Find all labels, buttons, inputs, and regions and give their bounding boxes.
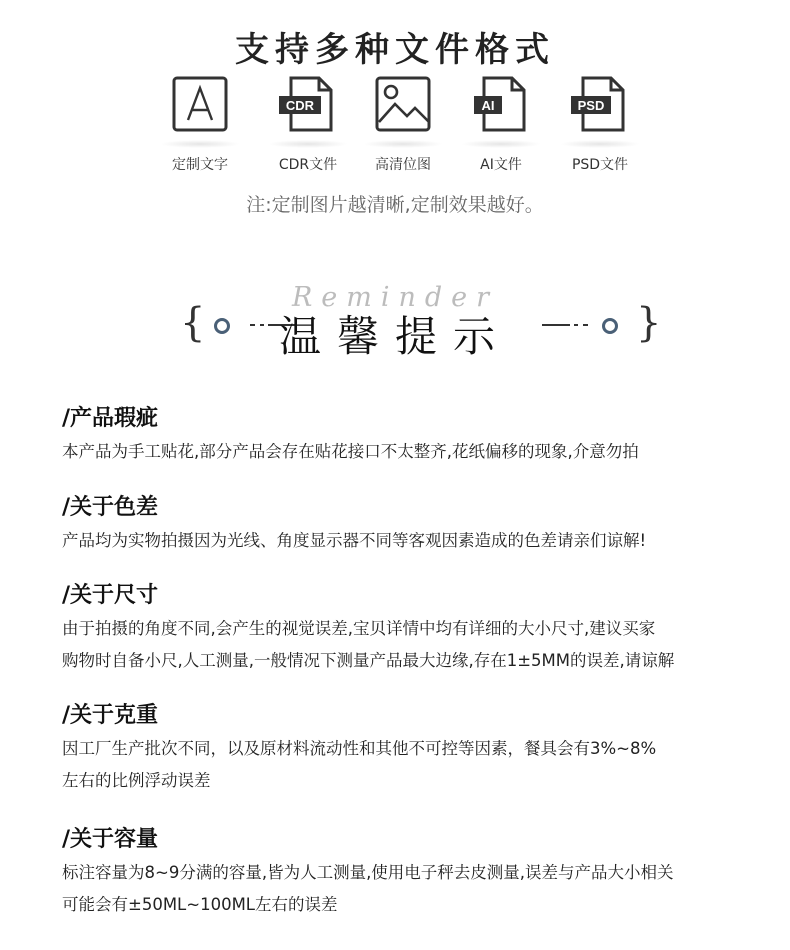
reminder-header xyxy=(0,280,790,360)
format-label: PSD文件 xyxy=(571,157,629,173)
format-item-ai xyxy=(451,76,551,174)
file-formats-row xyxy=(150,76,640,176)
font-a-icon xyxy=(172,76,228,132)
section-title: /关于色差 xyxy=(62,495,159,520)
section-body xyxy=(62,525,752,557)
section-capacity xyxy=(62,825,752,921)
reminder-title: 温馨提示 xyxy=(278,312,511,361)
format-label: 定制文字 xyxy=(172,157,228,173)
section-product-flaws xyxy=(62,404,752,468)
section-line: 产品均为实物拍摄因为光线、角度显示器不同等客观因素造成的色差请亲们谅解! xyxy=(62,531,647,550)
section-line: 标注容量为8~9分满的容量,皆为人工测量,使用电子秤去皮测量,误差与产品大小相关 xyxy=(62,863,674,882)
cdr-badge: CDR xyxy=(285,98,315,113)
ai-file-icon xyxy=(468,76,534,132)
right-ring-ornament xyxy=(602,318,618,334)
reminder-english-watermark: Reminder xyxy=(291,282,499,313)
psd-file-icon xyxy=(567,76,633,132)
customization-note: 注:定制图片越清晰,定制效果越好。 xyxy=(246,194,544,216)
section-line: 因工厂生产批次不同，以及原材料流动性和其他不可控等因素，餐具会有3%~8% xyxy=(62,739,657,758)
section-title: /产品瑕疵 xyxy=(62,406,159,431)
section-weight xyxy=(62,701,752,797)
format-item-cdr xyxy=(258,76,358,174)
format-label: CDR文件 xyxy=(278,157,338,173)
section-title: /关于克重 xyxy=(62,703,159,728)
psd-badge: PSD xyxy=(577,98,605,113)
section-size xyxy=(62,581,752,677)
cdr-file-icon xyxy=(275,76,341,132)
page-title: 支持多种文件格式 xyxy=(235,30,555,70)
section-line: 购物时自备小尺,人工测量,一般情况下测量产品最大边缘,存在1±5MM的误差,请谅解 xyxy=(62,651,675,670)
right-brace: } xyxy=(636,300,662,346)
section-line: 左右的比例浮动误差 xyxy=(62,771,211,790)
section-line: 本产品为手工贴花,部分产品会存在贴花接口不太整齐,花纸偏移的现象,介意勿拍 xyxy=(62,442,639,461)
ai-badge: AI xyxy=(481,98,495,113)
section-title: /关于容量 xyxy=(62,827,159,852)
image-icon xyxy=(375,76,431,132)
format-item-psd xyxy=(550,76,650,174)
format-label: AI文件 xyxy=(480,157,522,173)
section-line: 由于拍摄的角度不同,会产生的视觉误差,宝贝详情中均有详细的大小尺寸,建议买家 xyxy=(62,619,656,638)
left-brace: { xyxy=(180,300,206,346)
section-color-difference xyxy=(62,493,752,557)
format-item-image xyxy=(353,76,453,174)
section-body xyxy=(62,733,752,797)
format-label: 高清位图 xyxy=(375,157,431,173)
section-body xyxy=(62,857,752,921)
right-dash-ornament xyxy=(542,324,588,326)
section-body xyxy=(62,613,752,677)
section-body xyxy=(62,436,752,468)
section-title: /关于尺寸 xyxy=(62,583,159,608)
section-line: 可能会有±50ML~100ML左右的误差 xyxy=(62,895,338,914)
format-item-text xyxy=(150,76,250,174)
